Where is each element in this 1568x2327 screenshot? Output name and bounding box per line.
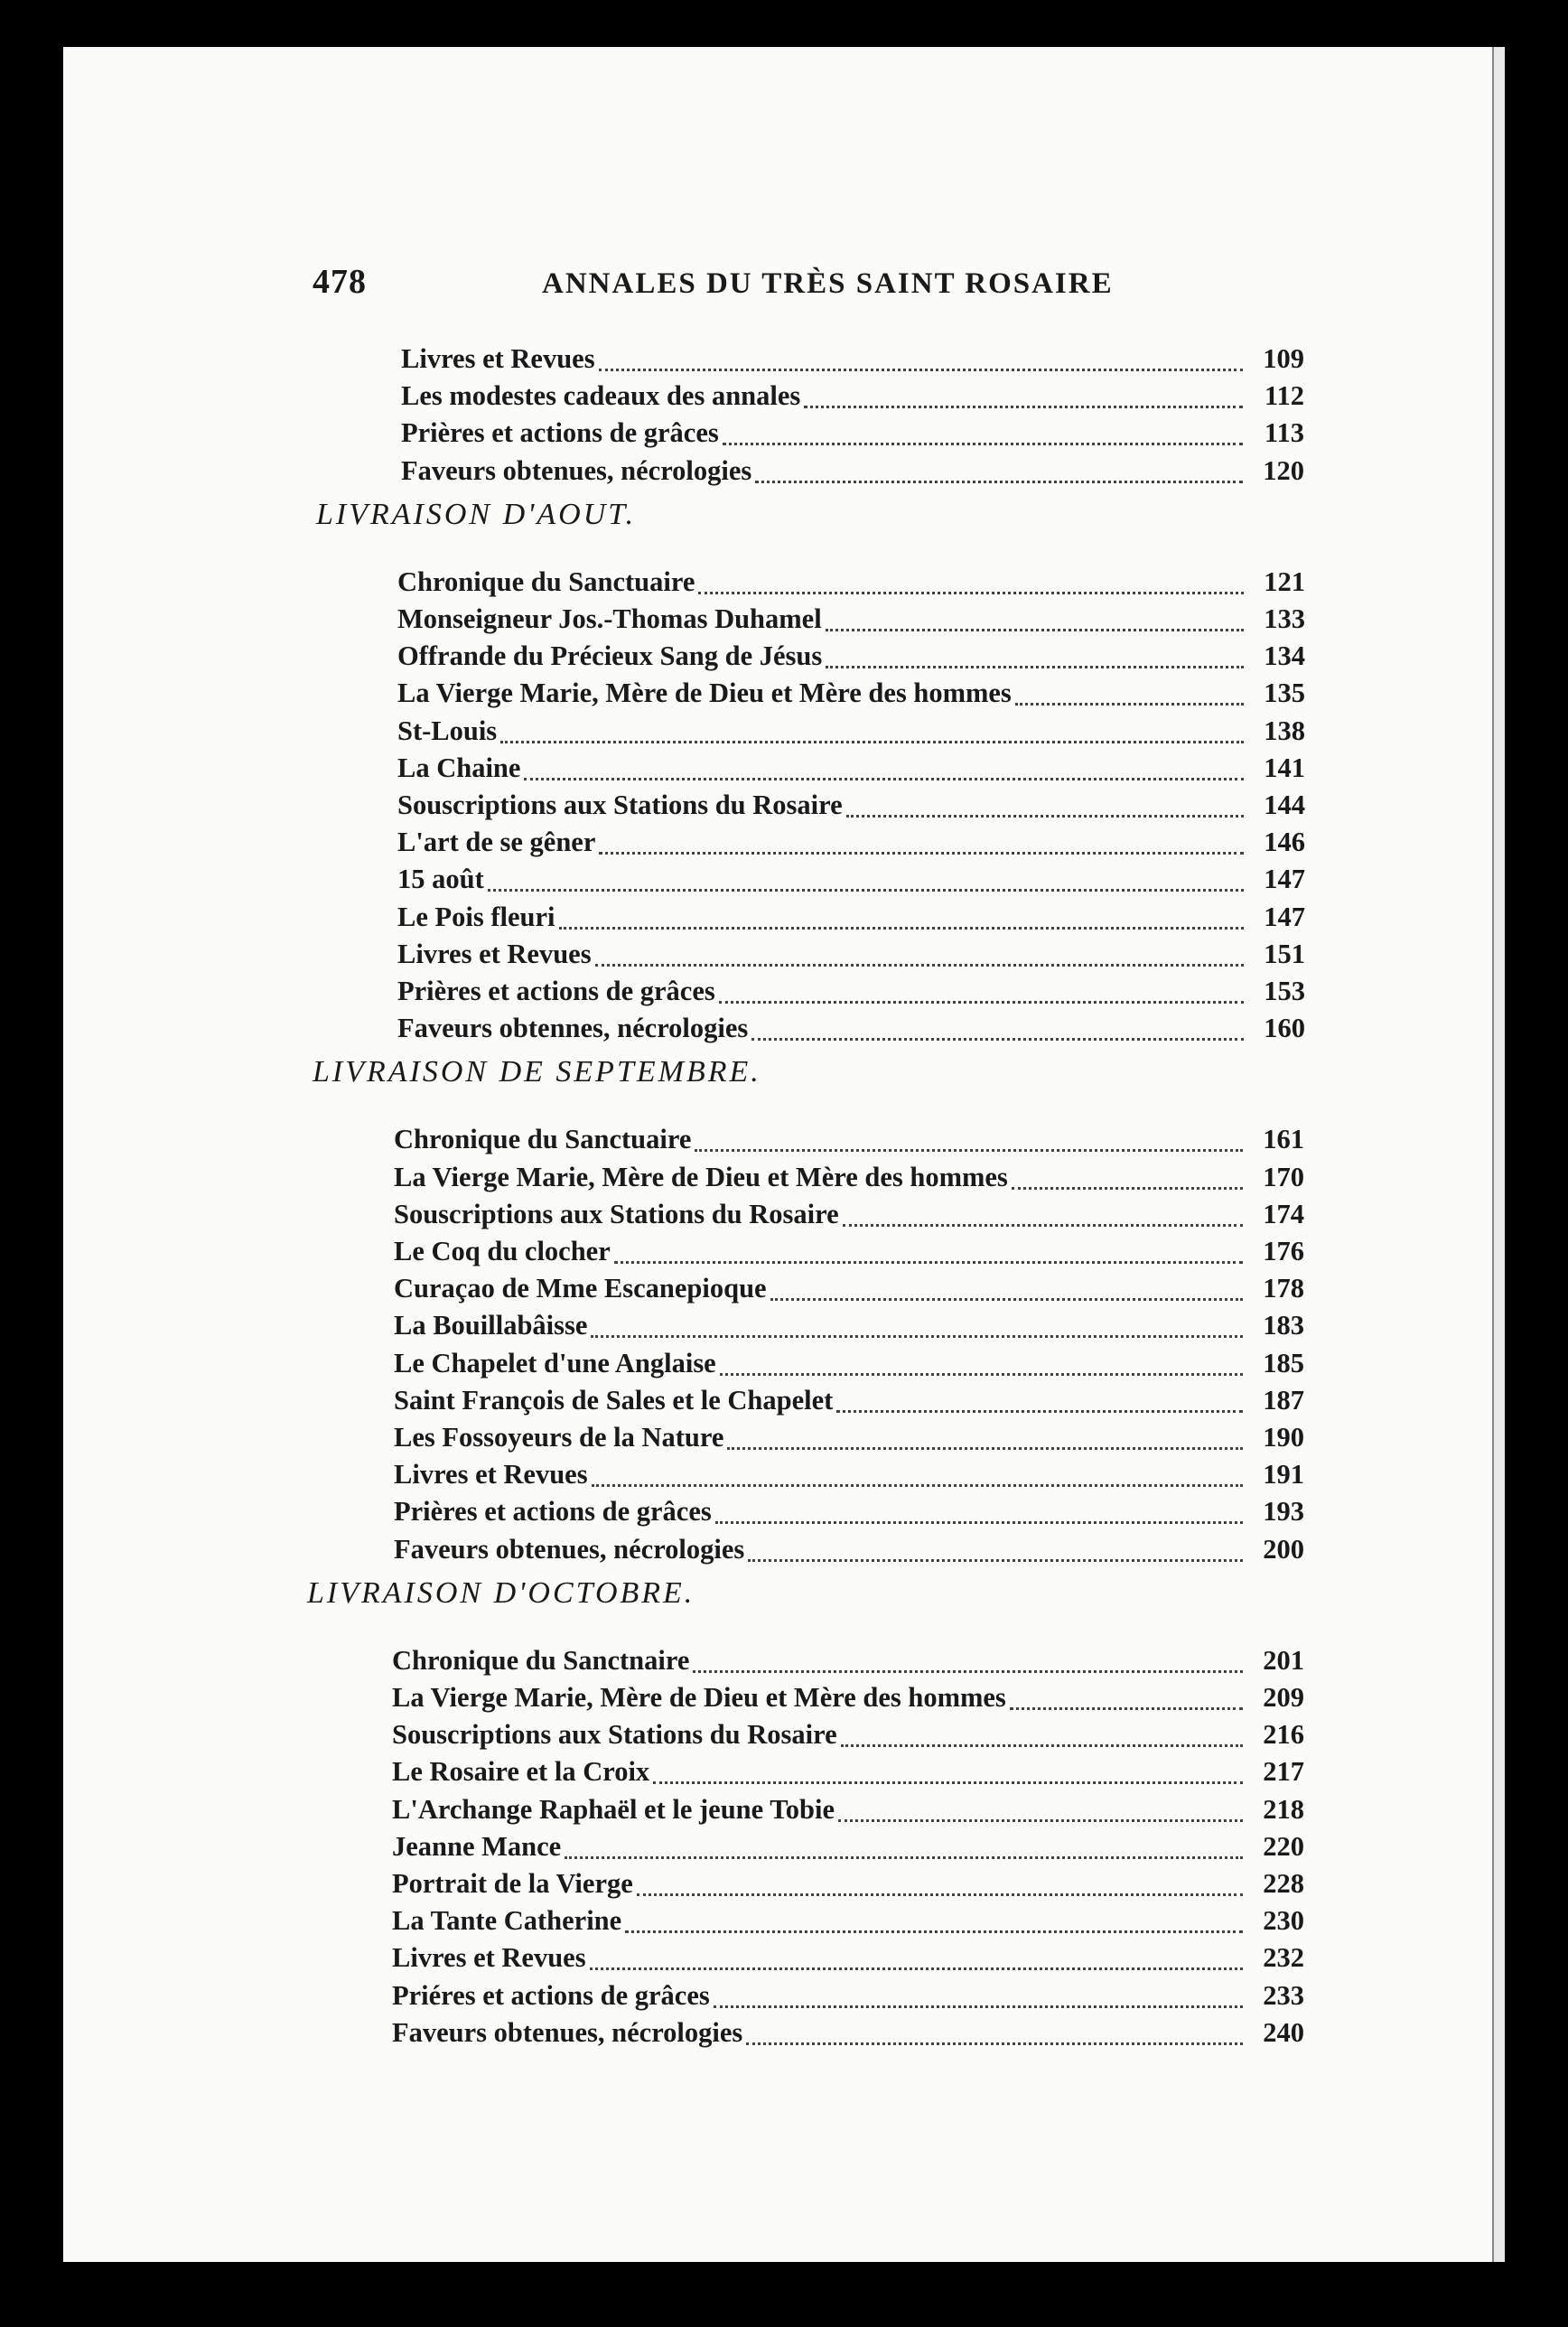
entry-page: 174 xyxy=(1263,1198,1304,1229)
toc-entry xyxy=(397,864,1305,900)
toc-entry xyxy=(397,1013,1305,1049)
dot-leader xyxy=(826,629,1244,631)
dot-leader xyxy=(637,1893,1243,1896)
entry-title: La Vierge Marie, Mère de Dieu et Mère des hommes xyxy=(392,1682,1006,1713)
entry-title: Chronique du Sanctuaire xyxy=(394,1124,692,1155)
entry-page: 183 xyxy=(1263,1310,1304,1341)
dot-leader xyxy=(1012,1187,1243,1190)
entry-title: Souscriptions aux Stations du Rosaire xyxy=(394,1198,839,1229)
toc-entry xyxy=(397,939,1305,975)
entry-page: 190 xyxy=(1263,1422,1304,1453)
toc-entry xyxy=(392,1905,1304,1941)
dot-leader xyxy=(595,964,1244,967)
dot-leader xyxy=(599,852,1244,855)
dot-leader xyxy=(843,1224,1243,1227)
toc-entry xyxy=(394,1162,1304,1198)
toc-entry xyxy=(394,1459,1304,1495)
page-number: 478 xyxy=(313,263,367,301)
toc-entry xyxy=(394,1236,1304,1272)
entry-title: St-Louis xyxy=(397,715,498,746)
entry-page: 135 xyxy=(1264,678,1305,709)
entry-page: 230 xyxy=(1263,1905,1304,1937)
entry-page: 146 xyxy=(1264,827,1305,858)
entry-page: 134 xyxy=(1264,640,1305,672)
entry-title: Faveurs obtenues, nécrologies xyxy=(392,2016,743,2048)
toc-entry xyxy=(392,2017,1304,2053)
entry-title: Le Chapelet d'une Anglaise xyxy=(394,1347,716,1378)
dot-leader xyxy=(524,778,1244,780)
entry-page: 176 xyxy=(1263,1236,1304,1266)
dot-leader xyxy=(770,1298,1243,1301)
entry-title: L'art de se gêner xyxy=(397,827,596,858)
entry-page: 160 xyxy=(1264,1013,1305,1044)
entry-title: 15 août xyxy=(397,864,484,895)
entry-title: Curaçao de Mme Escanepioque xyxy=(394,1273,767,1304)
section-heading: LIVRAISON DE SEPTEMBRE. xyxy=(313,1055,761,1089)
dot-leader xyxy=(846,815,1244,818)
entry-page: 151 xyxy=(1264,938,1305,969)
dot-leader xyxy=(599,369,1243,371)
toc-entry xyxy=(394,1310,1304,1346)
section-heading: LIVRAISON D'AOUT. xyxy=(316,497,637,531)
entry-page: 120 xyxy=(1263,454,1304,486)
entry-title: Jeanne Mance xyxy=(392,1830,562,1862)
entry-title: Prières et actions de grâces xyxy=(397,976,715,1006)
toc-entry xyxy=(392,1719,1304,1755)
entry-page: 109 xyxy=(1263,343,1304,374)
entry-title: Portrait de la Vierge xyxy=(392,1868,633,1899)
toc-entry xyxy=(392,1868,1304,1904)
entry-page: 228 xyxy=(1263,1868,1304,1899)
entry-page: 217 xyxy=(1263,1756,1304,1788)
entry-page: 233 xyxy=(1263,1979,1304,2011)
toc-entry xyxy=(397,902,1305,938)
entry-title: La Vierge Marie, Mère de Dieu et Mère des hommes xyxy=(397,678,1012,709)
toc-entry xyxy=(401,380,1304,416)
toc-entry xyxy=(394,1348,1304,1384)
toc-entry xyxy=(394,1422,1304,1458)
entry-page: 153 xyxy=(1264,976,1305,1006)
entry-page: 147 xyxy=(1264,864,1305,895)
entry-page: 147 xyxy=(1264,901,1305,932)
toc-entry xyxy=(397,603,1305,640)
entry-title: Priéres et actions de grâces xyxy=(392,1979,710,2011)
dot-leader xyxy=(695,1149,1243,1152)
section-heading: LIVRAISON D'OCTOBRE. xyxy=(307,1575,695,1610)
dot-leader xyxy=(614,1261,1243,1264)
toc-entry xyxy=(397,976,1305,1012)
entry-title: Saint François de Sales et le Chapelet xyxy=(394,1384,834,1416)
entry-title: Monseigneur Jos.-Thomas Duhamel xyxy=(397,603,822,634)
entry-title: Chronique du Sanctnaire xyxy=(392,1644,690,1676)
dot-leader xyxy=(804,406,1243,408)
entry-title: Le Coq du clocher xyxy=(394,1236,611,1266)
entry-title: Faveurs obtennes, nécrologies xyxy=(397,1013,749,1044)
entry-page: 141 xyxy=(1264,752,1305,783)
entry-page: 209 xyxy=(1263,1682,1304,1713)
entry-title: L'Archange Raphaël et le jeune Tobie xyxy=(392,1793,835,1825)
entry-page: 185 xyxy=(1263,1347,1304,1378)
entry-page: 138 xyxy=(1264,715,1305,746)
entry-title: Chronique du Sanctuaire xyxy=(397,565,695,597)
toc-entry xyxy=(392,1682,1304,1718)
entry-title: Livres et Revues xyxy=(397,938,592,969)
entry-title: Offrande du Précieux Sang de Jésus xyxy=(397,640,823,672)
entry-page: 220 xyxy=(1263,1830,1304,1862)
toc-entry xyxy=(397,715,1305,752)
toc-entry xyxy=(397,827,1305,863)
dot-leader xyxy=(723,443,1243,445)
dot-leader xyxy=(488,889,1244,892)
toc-entry xyxy=(392,1831,1304,1867)
running-title: ANNALES DU TRÈS SAINT ROSAIRE xyxy=(542,267,1114,300)
dot-leader xyxy=(715,1521,1243,1524)
entry-title: Le Pois fleuri xyxy=(397,901,555,932)
page-header xyxy=(0,262,1568,307)
toc-entry xyxy=(397,678,1305,714)
toc-entry xyxy=(392,1794,1304,1830)
toc-entry xyxy=(394,1273,1304,1309)
entry-title: Livres et Revues xyxy=(394,1459,588,1491)
entry-page: 161 xyxy=(1263,1124,1304,1155)
entry-title: Souscriptions aux Stations du Rosaire xyxy=(392,1719,837,1751)
entry-title: Prières et actions de grâces xyxy=(394,1496,712,1528)
entry-title: Livres et Revues xyxy=(392,1942,586,1974)
dot-leader xyxy=(838,1819,1243,1822)
entry-title: Le Rosaire et la Croix xyxy=(392,1756,650,1788)
dot-leader xyxy=(719,1001,1244,1004)
dot-leader xyxy=(1010,1707,1243,1710)
next-page-edge xyxy=(1492,47,1505,2262)
entry-title: La Vierge Marie, Mère de Dieu et Mère des hommes xyxy=(394,1161,1008,1192)
entry-title: Faveurs obtenues, nécrologies xyxy=(394,1533,745,1565)
entry-title: Les Fossoyeurs de la Nature xyxy=(394,1422,724,1453)
entry-page: 144 xyxy=(1264,790,1305,820)
entry-title: Les modestes cadeaux des annales xyxy=(401,380,801,412)
dot-leader xyxy=(841,1744,1243,1747)
toc-entry xyxy=(394,1124,1304,1160)
dot-leader xyxy=(559,927,1245,930)
toc-entry xyxy=(394,1199,1304,1235)
entry-page: 121 xyxy=(1264,565,1305,597)
toc-entry xyxy=(401,417,1304,453)
dot-leader xyxy=(826,666,1244,668)
toc-entry xyxy=(397,640,1305,677)
entry-title: La Chaine xyxy=(397,752,521,783)
dot-leader xyxy=(500,741,1244,743)
entry-title: Prières et actions de grâces xyxy=(401,417,719,449)
dot-leader xyxy=(698,592,1244,594)
dot-leader xyxy=(592,1484,1243,1487)
toc-entry xyxy=(394,1496,1304,1532)
dot-leader xyxy=(693,1670,1243,1673)
dot-leader xyxy=(727,1447,1243,1450)
entry-title: La Bouillabâisse xyxy=(394,1310,588,1341)
dot-leader xyxy=(751,1038,1244,1041)
entry-page: 240 xyxy=(1263,2016,1304,2048)
toc-entry xyxy=(397,790,1305,826)
entry-page: 113 xyxy=(1264,417,1304,449)
dot-leader xyxy=(836,1410,1243,1413)
entry-page: 218 xyxy=(1263,1793,1304,1825)
entry-page: 112 xyxy=(1264,380,1304,412)
dot-leader xyxy=(755,481,1243,483)
entry-title: La Tante Catherine xyxy=(392,1905,622,1937)
toc-entry xyxy=(394,1534,1304,1570)
entry-page: 232 xyxy=(1263,1942,1304,1974)
dot-leader xyxy=(591,1335,1243,1338)
entry-page: 193 xyxy=(1263,1496,1304,1528)
dot-leader xyxy=(565,1856,1243,1859)
entry-page: 178 xyxy=(1263,1273,1304,1304)
entry-title: Faveurs obtenues, nécrologies xyxy=(401,454,752,486)
toc-entry xyxy=(392,1645,1304,1681)
dot-leader xyxy=(625,1930,1243,1933)
entry-page: 191 xyxy=(1263,1459,1304,1491)
dot-leader xyxy=(746,2042,1243,2045)
dot-leader xyxy=(748,1559,1243,1562)
entry-page: 187 xyxy=(1263,1384,1304,1416)
dot-leader xyxy=(1015,703,1244,706)
dot-leader xyxy=(720,1373,1243,1376)
toc-entry xyxy=(401,455,1304,491)
entry-page: 200 xyxy=(1263,1533,1304,1565)
entry-title: Livres et Revues xyxy=(401,343,595,374)
toc-entry xyxy=(392,1980,1304,2016)
dot-leader xyxy=(590,1967,1243,1970)
dot-leader xyxy=(653,1781,1243,1784)
entry-page: 133 xyxy=(1264,603,1305,634)
toc-entry xyxy=(397,566,1305,603)
toc-entry xyxy=(397,752,1305,789)
entry-title: Souscriptions aux Stations du Rosaire xyxy=(397,790,843,820)
entry-page: 216 xyxy=(1263,1719,1304,1751)
toc-entry xyxy=(394,1385,1304,1421)
toc-entry xyxy=(392,1756,1304,1792)
entry-page: 201 xyxy=(1263,1644,1304,1676)
toc-entry xyxy=(401,343,1304,379)
dot-leader xyxy=(714,2005,1243,2008)
entry-page: 170 xyxy=(1263,1161,1304,1192)
toc-entry xyxy=(392,1942,1304,1978)
